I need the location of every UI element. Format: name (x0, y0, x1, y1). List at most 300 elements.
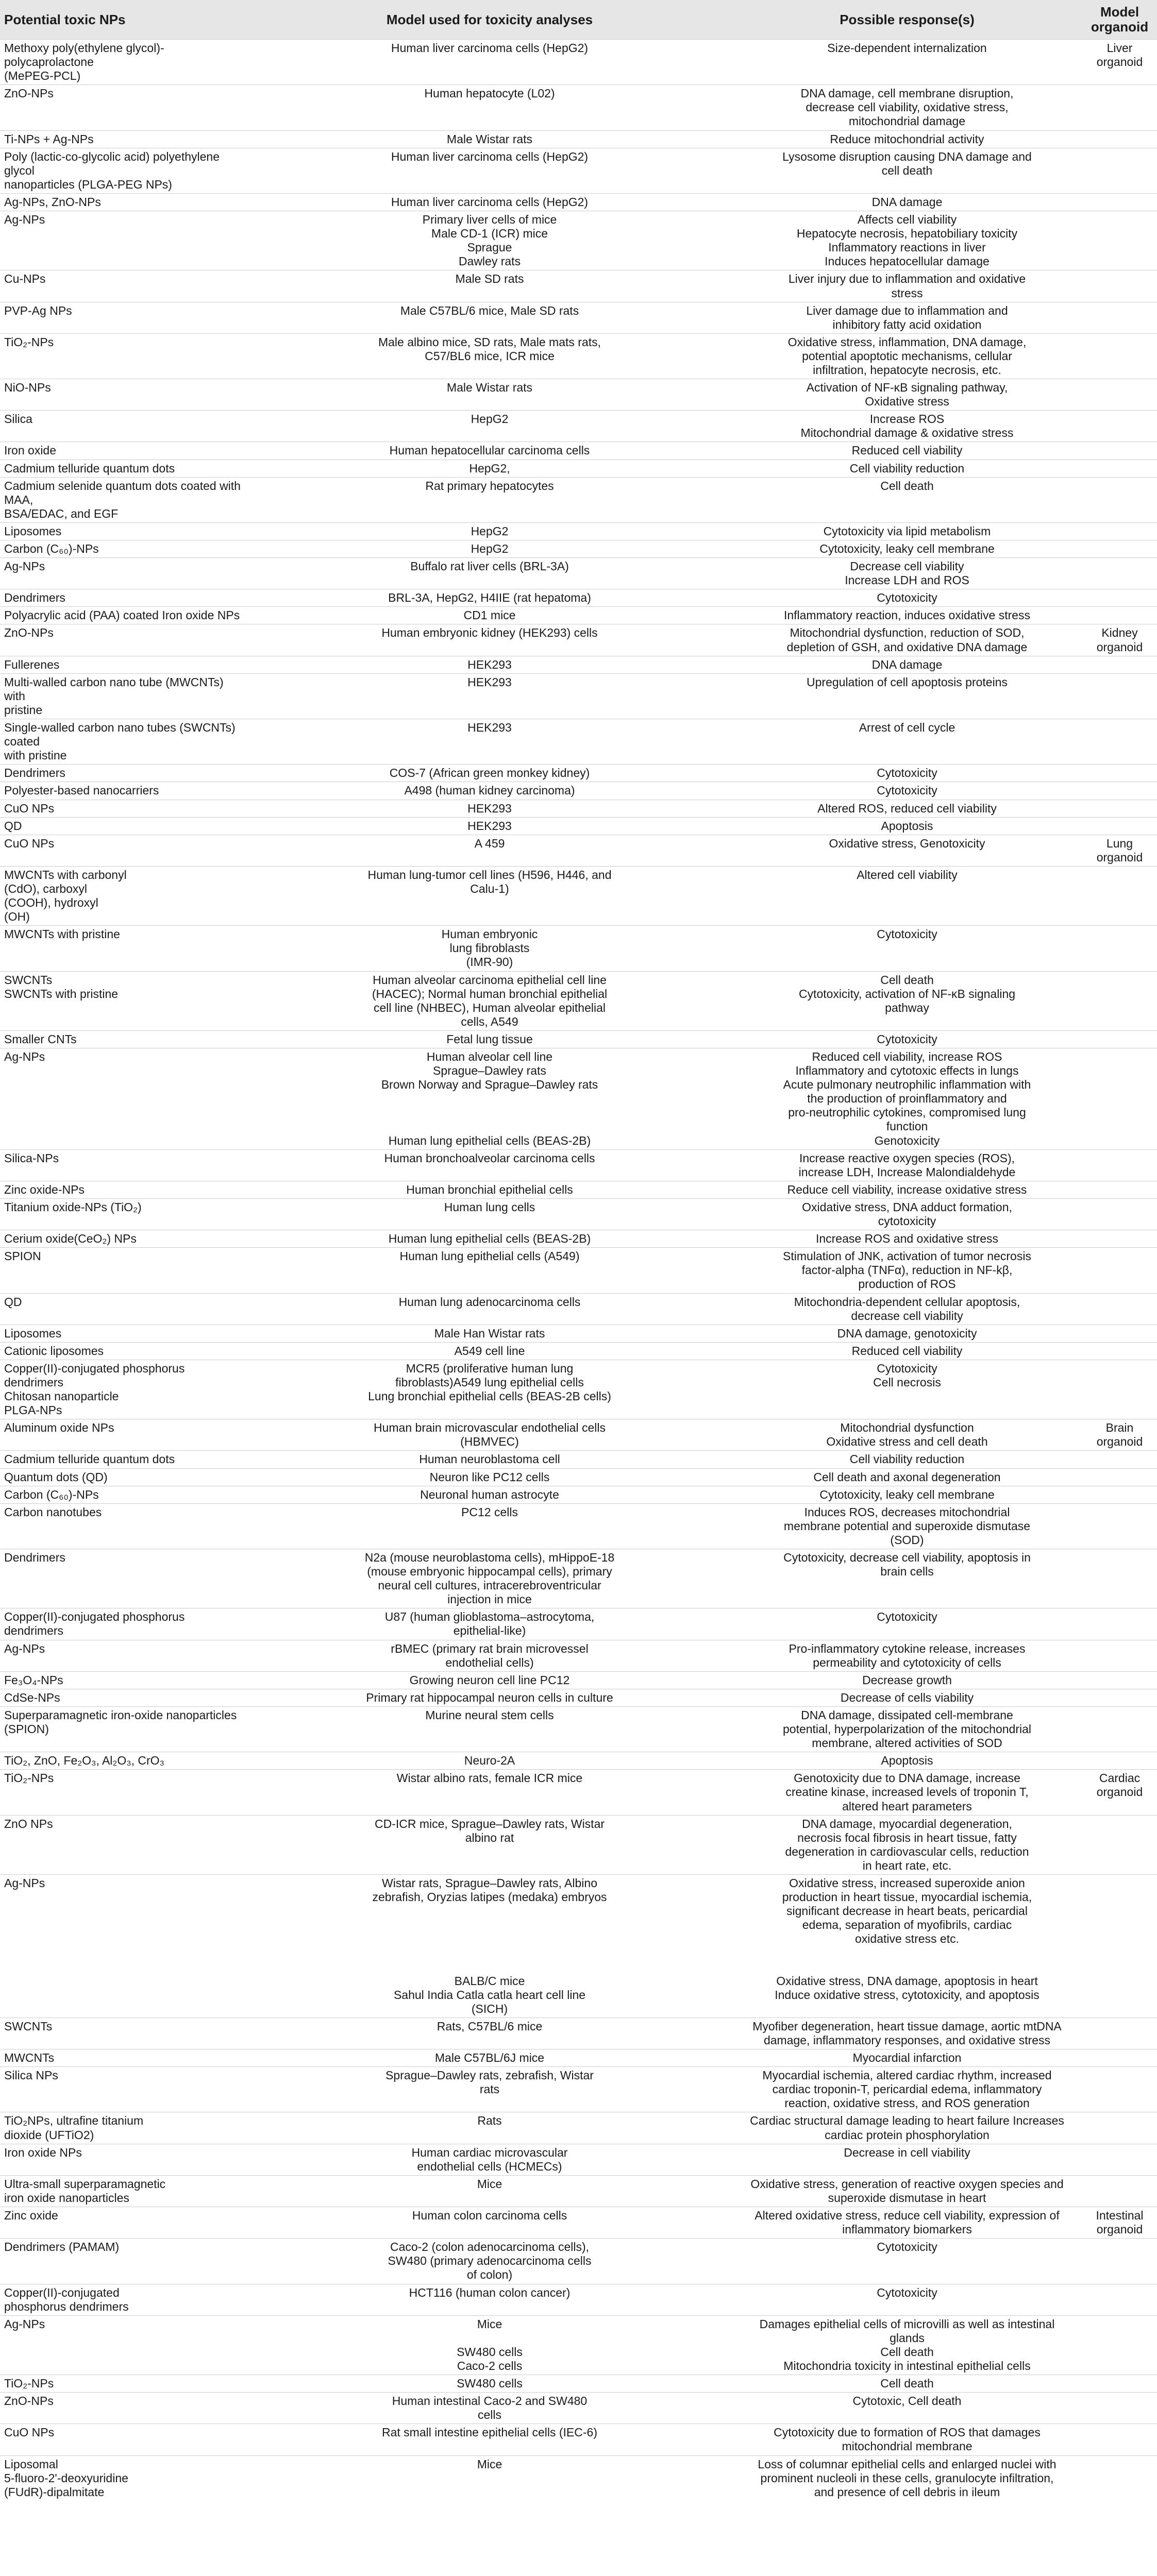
model-cell (247, 2315, 732, 2375)
cell-line: Cardiac (1099, 1771, 1141, 1785)
cell-line: Murine neural stem cells (425, 1708, 554, 1722)
model-cell (247, 1503, 732, 1549)
organoid-cell (1082, 148, 1157, 193)
cell-line: reaction, oxidative stress, and ROS generation (784, 2096, 1030, 2110)
response-cell (732, 1149, 1082, 1181)
np-cell (0, 2393, 247, 2424)
model-cell (247, 1752, 732, 1770)
cell-line: glands (890, 2331, 925, 2345)
response-cell (732, 607, 1082, 624)
cell-line: Male C57BL/6J mice (434, 2051, 545, 2065)
np-cell (0, 442, 247, 460)
model-cell (247, 1640, 732, 1671)
organoid-cell (1082, 719, 1157, 765)
cell-line: ZnO-NPs (4, 2394, 54, 2408)
cell-line (736, 1946, 1078, 1960)
cell-line: Cytotoxicity (877, 1610, 937, 1624)
response-cell (732, 1248, 1082, 1293)
cell-line: Human alveolar cell line (426, 1050, 553, 1063)
response-cell (732, 460, 1082, 477)
table-row (0, 1752, 1157, 1770)
table-row (0, 2112, 1157, 2144)
cell-line: Ag-NPs (4, 1641, 45, 1655)
cell-line: (FUdR)-dipalmitate (4, 2485, 105, 2499)
cell-line: pro-neutrophilic cytokines, compromised lung (788, 1106, 1026, 1120)
model-cell (247, 1468, 732, 1486)
np-cell (0, 800, 247, 817)
np-cell (0, 522, 247, 540)
model-cell (247, 765, 732, 782)
response-cell (732, 1419, 1082, 1451)
response-cell (732, 1706, 1082, 1752)
response-cell (732, 85, 1082, 130)
cell-line: Myocardial infarction (852, 2051, 962, 2065)
cell-line: Human lung epithelial cells (A549) (399, 1249, 580, 1263)
table-row (0, 1874, 1157, 2018)
cell-line: Upregulation of cell apoptosis proteins (807, 675, 1008, 689)
model-cell (247, 1815, 732, 1874)
cell-line: Sprague–Dawley rats (433, 1064, 546, 1078)
cell-line: Increase ROS and oxidative stress (815, 1232, 999, 1246)
np-cell (0, 2207, 247, 2239)
cell-line: Fetal lung tissue (446, 1032, 533, 1046)
cell-line: Rat small intestine epithelial cells (IEC-6) (382, 2426, 597, 2439)
organoid-cell (1082, 866, 1157, 925)
cell-line: Cationic liposomes (4, 1344, 104, 1358)
cell-line: Cytotoxicity (877, 766, 937, 780)
cell-line: endothelial cells (HCMECs) (417, 2159, 562, 2173)
cell-line: Brain organoid (1096, 1421, 1143, 1449)
cell-line: superoxide dismutase in heart (828, 2191, 986, 2205)
table-row (0, 800, 1157, 817)
cell-line: ZnO-NPs (4, 87, 54, 100)
organoid-cell (1082, 193, 1157, 211)
cell-line: Silica NPs (4, 2069, 58, 2082)
model-cell (247, 2239, 732, 2284)
np-cell (0, 765, 247, 782)
cell-line: Caco-2 (colon adenocarcinoma cells), (390, 2240, 590, 2254)
cell-line: HEK293 (467, 657, 512, 671)
cell-line: phosphorus dendrimers (4, 2299, 129, 2313)
response-cell (732, 1549, 1082, 1608)
cell-line: Oxidative stress, Genotoxicity (829, 836, 985, 850)
np-cell (0, 1230, 247, 1248)
cell-line: HEK293 (467, 819, 512, 833)
model-cell (247, 1030, 732, 1048)
table-row (0, 1451, 1157, 1468)
np-cell (0, 2049, 247, 2067)
organoid-cell (1082, 589, 1157, 607)
cell-line: (mouse embryonic hippocampal cells), primary (367, 1565, 612, 1579)
cell-line: N2a (mouse neuroblastoma cells), mHippoE-18 (364, 1551, 615, 1564)
cell-line: SWCNTs (4, 2019, 53, 2033)
response-cell (732, 442, 1082, 460)
cell-line: Human lung-tumor cell lines (H596, H446, and (367, 868, 612, 882)
np-cell (0, 1325, 247, 1342)
cell-line: Lung bronchial epithelial cells (BEAS-2B cells) (368, 1389, 611, 1403)
response-cell (732, 148, 1082, 193)
model-cell (247, 2375, 732, 2393)
model-cell (247, 1325, 732, 1342)
np-cell (0, 1181, 247, 1198)
response-cell (732, 1451, 1082, 1468)
table-row (0, 379, 1157, 411)
cell-line: Liposomes (4, 1326, 62, 1340)
organoid-cell (1082, 1230, 1157, 1248)
cell-line: CD-ICR mice, Sprague–Dawley rats, Wistar (374, 1817, 605, 1831)
cell-line: BALB/C mice (454, 1974, 525, 1988)
cell-line: Ag-NPs (4, 1050, 45, 1063)
organoid-cell (1082, 2284, 1157, 2315)
table-row (0, 40, 1157, 85)
cell-line: mitochondrial damage (848, 114, 966, 128)
table-row (0, 1706, 1157, 1752)
response-cell (732, 719, 1082, 765)
cell-line: Ti-NPs + Ag-NPs (4, 132, 94, 146)
table-row (0, 2049, 1157, 2067)
cell-line: Human liver carcinoma cells (HepG2) (391, 41, 589, 55)
cell-line: oxidative stress etc. (855, 1932, 959, 1946)
model-cell (247, 589, 732, 607)
table-row (0, 1360, 1157, 1419)
cell-line: PVP-Ag NPs (4, 303, 72, 317)
model-cell (247, 1248, 732, 1293)
organoid-cell (1082, 2144, 1157, 2175)
cell-line: Cytotoxic, Cell death (852, 2394, 962, 2408)
organoid-cell (1082, 270, 1157, 302)
cell-line: Cytotoxicity (877, 591, 937, 605)
cell-line: Mice (477, 2457, 502, 2471)
response-cell (732, 2375, 1082, 2393)
np-cell (0, 1815, 247, 1874)
cell-line: Human liver carcinoma cells (HepG2) (391, 195, 589, 209)
organoid-cell (1082, 2175, 1157, 2207)
response-cell (732, 1770, 1082, 1815)
table-row (0, 193, 1157, 211)
table-row (0, 1419, 1157, 1451)
cell-line: Mice (477, 2177, 502, 2191)
cell-line: Superparamagnetic iron-oxide nanoparticles (4, 1708, 237, 1722)
organoid-cell (1082, 2207, 1157, 2239)
organoid-cell (1082, 1874, 1157, 2018)
cell-line: stress (891, 286, 923, 300)
response-cell (732, 800, 1082, 817)
cell-line: Ag-NPs, ZnO-NPs (4, 195, 101, 209)
cell-line: Human lung epithelial cells (BEAS-2B) (388, 1232, 591, 1246)
cell-line: Iron oxide (4, 444, 57, 457)
cell-line: (SOD) (890, 1533, 924, 1547)
cell-line: in heart rate, etc. (862, 1858, 952, 1872)
cell-line: Lung organoid (1096, 836, 1143, 864)
cell-line: Induce oxidative stress, cytotoxicity, and apoptosis (775, 1988, 1039, 2002)
cell-line: A549 cell line (454, 1344, 525, 1358)
organoid-cell (1082, 926, 1157, 971)
cell-line: epithelial-like) (453, 1624, 526, 1638)
cell-line: Liver organoid (1096, 41, 1143, 69)
cell-line: Intestinal (1096, 2209, 1144, 2223)
organoid-cell (1082, 2393, 1157, 2424)
response-cell (732, 656, 1082, 673)
cell-line: QD (4, 1295, 22, 1309)
organoid-cell (1082, 379, 1157, 411)
np-cell (0, 1468, 247, 1486)
np-cell (0, 2112, 247, 2144)
cell-line: mitochondrial membrane (842, 2439, 972, 2453)
cell-line: Wistar albino rats, female ICR mice (396, 1771, 583, 1785)
model-cell (247, 817, 732, 835)
cell-line: Fe₃O₄-NPs (4, 1673, 63, 1687)
cell-line: Inflammatory and cytotoxic effects in lungs (795, 1064, 1019, 1078)
response-cell (732, 1486, 1082, 1503)
model-cell (247, 442, 732, 460)
cell-line: Human colon carcinoma cells (412, 2209, 567, 2223)
table-row (0, 835, 1157, 866)
np-cell (0, 1419, 247, 1451)
np-cell (0, 589, 247, 607)
cell-line: Oxidative stress, generation of reactive oxygen species and (750, 2177, 1064, 2191)
model-cell (247, 148, 732, 193)
table-row (0, 2315, 1157, 2375)
cell-line: factor-alpha (TNFα), reduction in NF-kβ, (801, 1263, 1013, 1277)
cell-line: Inflammatory reactions in liver (828, 241, 986, 255)
cell-line: Cell death (880, 479, 934, 493)
cell-line: Liposomes (4, 524, 62, 538)
cell-line: Oxidative stress (865, 395, 949, 409)
cell-line (251, 1946, 728, 1960)
model-cell (247, 1230, 732, 1248)
table-row (0, 1549, 1157, 1608)
table-row (0, 2455, 1157, 2501)
response-cell (732, 1640, 1082, 1671)
cell-line: Cytotoxicity, activation of NF-κB signaling (798, 987, 1016, 1001)
table-row (0, 270, 1157, 302)
cell-line: Polyester-based nanocarriers (4, 784, 159, 798)
organoid-cell (1082, 607, 1157, 624)
np-cell (0, 211, 247, 270)
cell-line: Dendrimers (PAMAM) (4, 2240, 120, 2254)
np-cell (0, 1608, 247, 1640)
cell-line: Rats (477, 2114, 502, 2128)
cell-line: cardiac protein phosphorylation (825, 2128, 990, 2142)
table-row (0, 333, 1157, 379)
cell-line: HepG2 (471, 412, 509, 426)
cell-line: potential apoptotic mechanisms, cellular (802, 349, 1012, 363)
organoid-cell (1082, 1342, 1157, 1360)
organoid-cell (1082, 800, 1157, 817)
cell-line: Cell death (880, 2377, 934, 2391)
cell-line: Arrest of cell cycle (859, 721, 955, 735)
model-cell (247, 1149, 732, 1181)
cell-line: MCR5 (proliferative human lung (406, 1361, 574, 1375)
organoid-cell (1082, 1198, 1157, 1230)
cell-line: CuO NPs (4, 801, 55, 815)
cell-line: inflammatory biomarkers (842, 2223, 972, 2236)
table-row (0, 148, 1157, 193)
cell-line: organoid (1096, 640, 1143, 654)
model-cell (247, 558, 732, 589)
cell-line: Oxidative stress, inflammation, DNA damage, (787, 335, 1027, 349)
table-row (0, 130, 1157, 148)
organoid-cell (1082, 765, 1157, 782)
organoid-cell (1082, 85, 1157, 130)
np-cell (0, 2067, 247, 2112)
cell-line: SPION (4, 1249, 41, 1263)
cell-line: PLGA-NPs (4, 1403, 62, 1417)
np-cell (0, 2315, 247, 2375)
table-row (0, 1048, 1157, 1150)
table-row (0, 1468, 1157, 1486)
np-cell (0, 460, 247, 477)
response-cell (732, 270, 1082, 302)
cell-line: Acute pulmonary neutrophilic inflammation with (783, 1078, 1031, 1092)
model-cell (247, 835, 732, 866)
table-row (0, 2375, 1157, 2393)
np-cell (0, 835, 247, 866)
cell-line: Stimulation of JNK, activation of tumor necrosis (783, 1249, 1031, 1263)
cell-line: Poly (lactic-co-glycolic acid) polyethylene glycol (4, 149, 220, 177)
cell-line: (MePEG-PCL) (4, 69, 81, 83)
organoid-cell (1082, 2112, 1157, 2144)
response-cell (732, 589, 1082, 607)
cell-line: (SICH) (471, 2002, 508, 2015)
cell-line: Decrease in cell viability (844, 2145, 970, 2159)
cell-line: TiO₂-NPs (4, 2377, 54, 2391)
cell-line: the production of proinflammatory and (807, 1092, 1007, 1106)
model-cell (247, 2455, 732, 2501)
cell-line: Cytotoxicity (877, 927, 937, 941)
model-cell (247, 2393, 732, 2424)
cell-line: Cu-NPs (4, 272, 46, 286)
organoid-cell (1082, 782, 1157, 800)
model-cell (247, 522, 732, 540)
cell-line: Increase ROS (869, 412, 945, 426)
response-cell (732, 40, 1082, 85)
organoid-cell (1082, 40, 1157, 85)
cell-line: Reduced cell viability (851, 444, 963, 457)
table-row (0, 971, 1157, 1030)
response-cell (732, 1360, 1082, 1419)
organoid-cell (1082, 211, 1157, 270)
cell-line: Induces ROS, decreases mitochondrial (804, 1505, 1010, 1519)
cell-line: (OH) (4, 910, 30, 924)
response-cell (732, 817, 1082, 835)
header-model-used: Model used for toxicity analyses (247, 0, 732, 40)
cell-line: decrease cell viability (851, 1309, 963, 1323)
cell-line: Neuro-2A (464, 1754, 515, 1768)
model-cell (247, 302, 732, 333)
cell-line: Dendrimers (4, 1551, 65, 1564)
model-cell (247, 2424, 732, 2455)
organoid-cell (1082, 656, 1157, 673)
organoid-cell (1082, 2455, 1157, 2501)
response-cell (732, 2455, 1082, 2501)
np-cell (0, 1671, 247, 1689)
model-cell (247, 624, 732, 656)
cell-line: Cytotoxicity (877, 784, 937, 798)
table-body (0, 40, 1157, 2501)
response-cell (732, 2284, 1082, 2315)
organoid-cell (1082, 333, 1157, 379)
cell-line: Decrease cell viability (850, 560, 964, 573)
model-cell (247, 2018, 732, 2049)
np-cell (0, 607, 247, 624)
np-cell (0, 1451, 247, 1468)
table-row (0, 411, 1157, 442)
response-cell (732, 1230, 1082, 1248)
cell-line: Sprague–Dawley rats, zebrafish, Wistar (385, 2069, 594, 2082)
response-cell (732, 2207, 1082, 2239)
np-cell (0, 1706, 247, 1752)
model-cell (247, 1419, 732, 1451)
table-row (0, 460, 1157, 477)
cell-line: Human bronchial epithelial cells (406, 1182, 573, 1196)
cell-line: of colon) (466, 2268, 513, 2282)
cell-line: cardiac troponin-T, pericardial edema, inflammatory (772, 2082, 1042, 2096)
organoid-cell (1082, 522, 1157, 540)
cell-line: Human intestinal Caco-2 and SW480 (392, 2394, 588, 2408)
cell-line: degeneration in cardiovascular cells, reduction (785, 1844, 1029, 1858)
cell-line: Aluminum oxide NPs (4, 1421, 114, 1435)
cell-line: Mitochondrial dysfunction, reduction of SOD, (790, 626, 1025, 640)
cell-line: Pro-inflammatory cytokine release, increases (789, 1641, 1026, 1655)
organoid-cell (1082, 558, 1157, 589)
model-cell (247, 2175, 732, 2207)
cell-line: cell line (NHBEC), Human alveolar epithelial (374, 1001, 606, 1014)
table-row (0, 607, 1157, 624)
model-cell (247, 926, 732, 971)
response-cell (732, 333, 1082, 379)
table-row (0, 624, 1157, 656)
organoid-cell (1082, 2315, 1157, 2375)
cell-line: Male CD-1 (ICR) mice (431, 227, 548, 241)
cell-line: Ultra-small superparamagnetic (4, 2177, 166, 2191)
cell-line: DNA damage, myocardial degeneration, (802, 1817, 1012, 1831)
np-cell (0, 1752, 247, 1770)
response-cell (732, 1468, 1082, 1486)
cell-line (251, 1092, 728, 1106)
model-cell (247, 1770, 732, 1815)
cell-line: Loss of columnar epithelial cells and enlarged nuclei with (758, 2457, 1057, 2471)
cell-line: Multi-walled carbon nano tube (MWCNTs) with (4, 675, 224, 703)
cell-line: rBMEC (primary rat brain microvessel (391, 1641, 589, 1655)
response-cell (732, 2049, 1082, 2067)
response-cell (732, 2175, 1082, 2207)
cell-line: Human lung adenocarcinoma cells (398, 1295, 581, 1309)
cell-line: Carbon (C₆₀)-NPs (4, 542, 99, 555)
cell-line: Cytotoxicity, leaky cell membrane (819, 1487, 995, 1501)
cell-line (251, 1918, 728, 1932)
np-cell (0, 2375, 247, 2393)
response-cell (732, 1874, 1082, 2018)
organoid-cell (1082, 2018, 1157, 2049)
organoid-cell (1082, 2375, 1157, 2393)
organoid-cell (1082, 1640, 1157, 1671)
cell-line: Mitochondrial damage & oxidative stress (800, 426, 1014, 440)
cell-line: 5-fluoro-2'-deoxyuridine (4, 2471, 128, 2485)
table-row (0, 2018, 1157, 2049)
cell-line: Increase reactive oxygen species (ROS), (799, 1151, 1015, 1165)
np-cell (0, 1198, 247, 1230)
model-cell (247, 2067, 732, 2112)
np-cell (0, 1486, 247, 1503)
cell-line: Primary rat hippocampal neuron cells in culture (366, 1690, 613, 1704)
model-cell (247, 656, 732, 673)
cell-line: Apoptosis (881, 819, 933, 833)
organoid-cell (1082, 1030, 1157, 1048)
cell-line: Sprague (467, 241, 512, 255)
table-row (0, 477, 1157, 522)
response-cell (732, 673, 1082, 719)
